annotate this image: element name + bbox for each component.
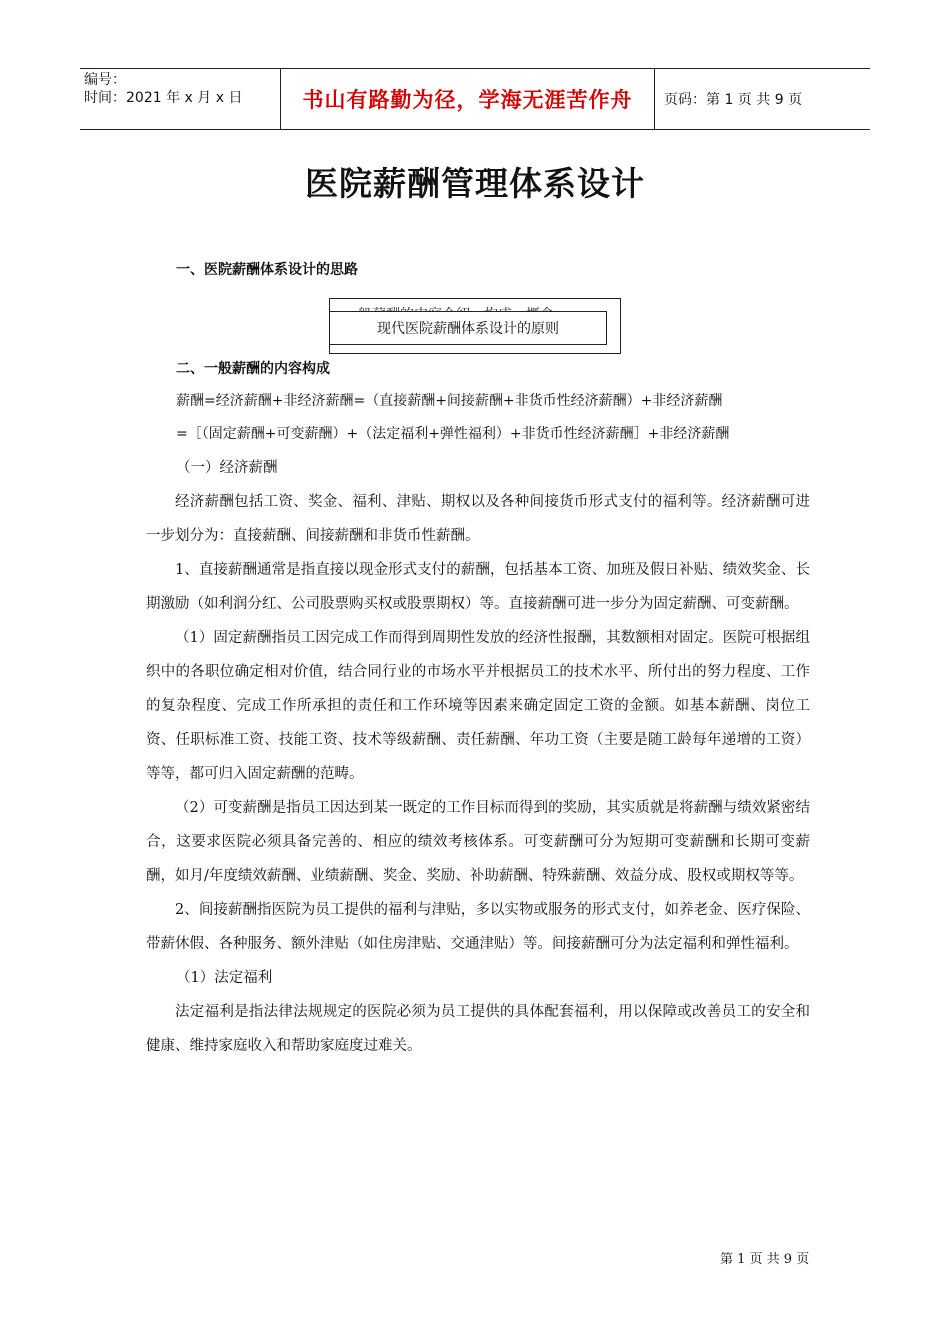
number-label: 编号： <box>84 72 126 88</box>
subheading-economic-salary: （一）经济薪酬 <box>176 460 278 476</box>
section-heading-1: 一、医院薪酬体系设计的思路 <box>176 262 358 278</box>
page-footer: 第 1 页 共 9 页 <box>720 1252 810 1267</box>
paragraph-direct-salary: 1、直接薪酬通常是指直接以现金形式支付的薪酬，包括基本工资、加班及假日补贴、绩效奖金、长期激励（如利润分红、公司股票购买权或股票期权）等。直接薪酬可进一步分为固定薪酬、可变薪酬。 <box>146 562 810 612</box>
section-heading-2: 二、一般薪酬的内容构成 <box>176 361 330 377</box>
time-label: 时间：2021 年 x 月 x 日 <box>84 90 243 106</box>
document-title: 医院薪酬管理体系设计 <box>305 164 645 203</box>
subheading-statutory-welfare: （1）法定福利 <box>176 970 273 986</box>
paragraph-economic-salary: 经济薪酬包括工资、奖金、福利、津贴、期权以及各种间接货币形式支付的福利等。经济薪酬可进一步划分为：直接薪酬、间接薪酬和非货币性薪酬。 <box>146 494 810 544</box>
formula-line-1: 薪酬=经济薪酬+非经济薪酬=（直接薪酬+间接薪酬+非货币性经济薪酬）+非经济薪酬 <box>176 393 723 409</box>
paragraph-variable-salary: （2）可变薪酬是指员工因达到某一既定的工作目标而得到的奖励，其实质就是将薪酬与绩效紧密结合，这要求医院必须具备完善的、相应的绩效考核体系。可变薪酬可分为短期可变薪酬和长期可变薪酬，如月/年度绩效薪酬、业绩薪酬、奖金、奖励、补助薪酬、特殊薪酬、效益分成、股权或期权等等。 <box>146 800 810 884</box>
flow-box-front: 现代医院薪酬体系设计的原则 <box>329 311 607 345</box>
paragraph-statutory-welfare: 法定福利是指法律法规规定的医院必须为员工提供的具体配套福利，用以保障或改善员工的安全和健康、维持家庭收入和帮助家庭度过难关。 <box>146 1004 810 1054</box>
body-text <box>146 451 810 1063</box>
salary-formula <box>176 385 816 451</box>
paragraph-indirect-salary: 2、间接薪酬指医院为员工提供的福利与津贴，多以实物或服务的形式支付，如养老金、医疗保险、带薪休假、各种服务、额外津贴（如住房津贴、交通津贴）等。间接薪酬可分为法定福利和弹性福利。 <box>146 902 810 952</box>
header-meta <box>80 69 280 129</box>
formula-line-2: =［（固定薪酬+可变薪酬）+（法定福利+弹性福利）+非货币性经济薪酬］+非经济薪酬 <box>176 426 730 442</box>
header-motto: 书山有路勤为径，学海无涯苦作舟 <box>280 69 655 129</box>
header-page-number: 页码：第 1 页 共 9 页 <box>664 92 803 108</box>
paragraph-fixed-salary: （1）固定薪酬指员工因完成工作而得到周期性发放的经济性报酬，其数额相对固定。医院可根据组织中的各职位确定相对价值，结合同行业的市场水平并根据员工的技术水平、所付出的努力程度、工作的复杂程度、完成工作所承担的责任和工作环境等因素来确定固定工资的金额。如基本薪酬、岗位工资、任职标准工资、技能工资、技术等级薪酬、责任薪酬、年功工资（主要是随工龄每年递增的工资）等等，都可归入固定薪酬的范畴。 <box>146 630 810 782</box>
page-header <box>80 68 870 130</box>
